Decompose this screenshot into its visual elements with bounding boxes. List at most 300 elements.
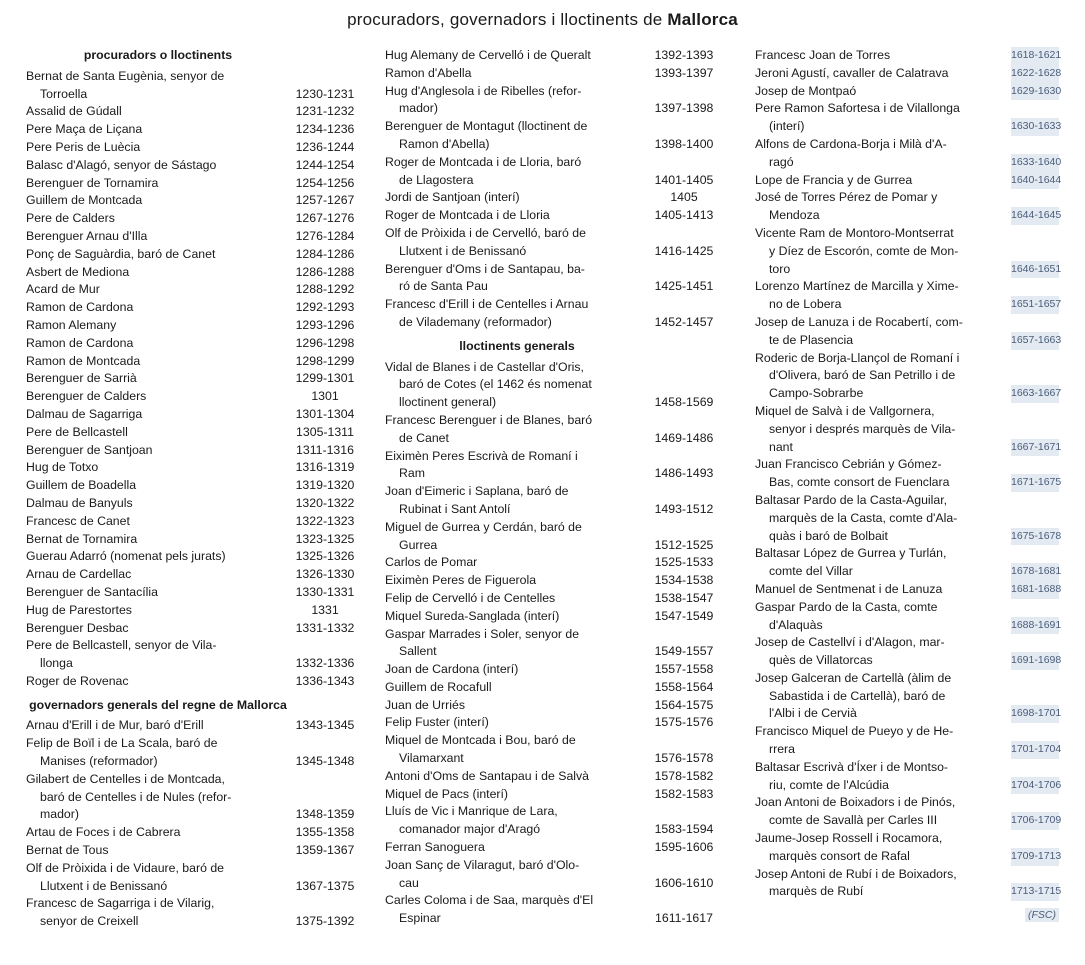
list-item — [385, 296, 719, 332]
entry-years: 1578-1582 — [654, 768, 714, 783]
list-item — [26, 637, 360, 673]
entry-name-line: Carlos de Pomar — [385, 555, 478, 570]
entry-name-line: toro — [769, 261, 791, 276]
list-item — [755, 189, 1062, 225]
entry-years: 1681-1688 — [1011, 581, 1059, 599]
entry-name — [26, 424, 290, 442]
entry-name-line: Eiximèn Peres Escrivà de Romaní i — [385, 448, 578, 463]
entry-name — [755, 492, 1011, 545]
list-item — [755, 670, 1062, 723]
entry-name-line: Vicente Ram de Montoro-Montserrat — [755, 225, 954, 240]
entry-name — [385, 47, 649, 65]
entry-name — [385, 786, 649, 804]
entry-name-line: Baltasar López de Gurrea y Turlán, — [755, 546, 947, 561]
entry-years: 1458-1569 — [654, 395, 714, 410]
entry-name-line: Asbert de Mediona — [26, 264, 130, 279]
list-item — [755, 599, 1062, 635]
list-item — [755, 350, 1062, 403]
entry-name — [26, 121, 290, 139]
entry-name-line: Artau de Foces i de Cabrera — [26, 825, 181, 840]
entry-name-line: Josep Antoni de Rubí i de Boixadors, — [755, 866, 957, 881]
entry-years: 1244-1254 — [295, 157, 355, 172]
list-item — [385, 154, 719, 190]
entry-name-line: Vilamarxant — [399, 751, 464, 766]
list-item — [26, 175, 360, 193]
list-item — [26, 335, 360, 353]
entry-name — [26, 246, 290, 264]
entry-name-line: Torroella — [40, 86, 88, 101]
list-item — [385, 892, 719, 928]
entry-years: 1557-1558 — [654, 662, 714, 677]
entry-name-line: y Díez de Escorón, comte de Mon- — [769, 243, 959, 258]
list-item — [385, 207, 719, 225]
list-item — [385, 189, 719, 207]
entry-years: 1332-1336 — [295, 656, 355, 671]
entry-name-line: Hug de Totxo — [26, 460, 99, 475]
entry-years: 1323-1325 — [295, 531, 355, 546]
entry-name — [26, 388, 290, 406]
entry-name-line: Dalmau de Banyuls — [26, 495, 133, 510]
list-item — [26, 620, 360, 638]
entry-name-line: Ramon d'Abella — [385, 65, 472, 80]
entry-name — [755, 189, 1011, 225]
entry-name — [26, 281, 290, 299]
entry-name — [755, 866, 1011, 902]
entry-name-line: Jaume-Josep Rossell i Rocamora, — [755, 831, 943, 846]
entry-years: 1319-1320 — [295, 478, 355, 493]
entry-years: 1298-1299 — [295, 353, 355, 368]
entry-years: 1343-1345 — [295, 718, 355, 733]
entry-years: 1698-1701 — [1011, 705, 1059, 723]
entry-name-line: Bernat de Tous — [26, 843, 109, 858]
entry-years: 1320-1322 — [295, 495, 355, 510]
entry-name-line: Sallent — [399, 644, 437, 659]
entry-name-line: Berenguer d'Oms i de Santapau, ba- — [385, 261, 585, 276]
list-item — [755, 545, 1062, 581]
entry-years: 1234-1236 — [295, 122, 355, 137]
list-item — [755, 759, 1062, 795]
entry-name — [755, 47, 1011, 65]
list-item — [385, 225, 719, 261]
entry-name-line: marquès consort de Rafal — [769, 848, 910, 863]
entry-years: 1254-1256 — [295, 175, 355, 190]
list-item — [385, 626, 719, 662]
entry-years: 1336-1343 — [295, 673, 355, 688]
entry-name — [26, 228, 290, 246]
entry-name-line: baró de Centelles i de Nules (refor- — [40, 789, 232, 804]
entry-years: 1576-1578 — [654, 751, 714, 766]
entry-name — [26, 735, 290, 771]
entry-name-line: Hug Alemany de Cervelló i de Queralt — [385, 48, 591, 62]
entry-years: 1359-1367 — [295, 843, 355, 858]
entry-years: 1691-1698 — [1011, 652, 1059, 670]
list-item — [26, 192, 360, 210]
column-1 — [26, 47, 360, 931]
list-item — [755, 830, 1062, 866]
entry-name-line: Ferran Sanoguera — [385, 840, 485, 855]
entry-name — [26, 673, 290, 691]
list-item — [755, 723, 1062, 759]
entry-years: 1663-1667 — [1011, 385, 1059, 403]
entry-name-line: llonga — [40, 656, 73, 671]
entry-name-line: senyor i després marquès de Vila- — [769, 421, 956, 436]
entry-name-line: Pere de Bellcastell — [26, 424, 128, 439]
entry-name-line: rrera — [769, 742, 795, 757]
entry-years: 1322-1323 — [295, 513, 355, 528]
entry-name-line: Francesc Berenguer i de Blanes, baró — [385, 412, 593, 427]
entry-name-line: Gaspar Marrades i Soler, senyor de — [385, 626, 580, 641]
entry-name-line: Arnau de Cardellac — [26, 567, 132, 582]
entry-name-line: d'Olivera, baró de San Petrillo i de — [769, 368, 956, 383]
entry-name-line: Ramon Alemany — [26, 317, 117, 332]
entry-years: 1486-1493 — [654, 466, 714, 481]
entry-name-line: Ramon de Montcada — [26, 353, 141, 368]
list-item — [755, 456, 1062, 492]
entry-name-line: Guerau Adarró (nomenat pels jurats) — [26, 549, 226, 564]
entry-years: 1633-1640 — [1011, 154, 1059, 172]
entry-name-line: Josep de Lanuza i de Rocabertí, com- — [755, 314, 963, 329]
entry-years: 1583-1594 — [654, 822, 714, 837]
entry-name — [26, 139, 290, 157]
entry-years: 1231-1232 — [295, 104, 355, 119]
list-item — [26, 103, 360, 121]
entry-name — [385, 572, 649, 590]
entry-years: 1564-1575 — [654, 697, 714, 712]
entry-name-line: Bernat de Santa Eugènia, senyor de — [26, 68, 225, 83]
list-item — [26, 477, 360, 495]
list-item — [26, 735, 360, 771]
entry-name-line: Joan Antoni de Boixadors i de Pinós, — [755, 795, 956, 810]
entry-name-line: Acard de Mur — [26, 282, 100, 297]
entry-name-line: Berenguer de Tornamira — [26, 175, 159, 190]
entry-years: 1701-1704 — [1011, 741, 1059, 759]
entry-years: 1547-1549 — [654, 608, 714, 623]
entry-name — [755, 599, 1011, 635]
entry-name-line: senyor de Creixell — [40, 914, 139, 929]
entry-name-line: mador) — [399, 101, 438, 116]
list-item — [385, 803, 719, 839]
entry-name-line: marquès de Rubí — [769, 884, 864, 899]
entry-years: 1630-1633 — [1011, 118, 1059, 136]
entry-years: 1375-1392 — [295, 914, 355, 929]
entry-name-line: Guillem de Montcada — [26, 193, 143, 208]
entry-years: 1393-1397 — [654, 65, 714, 80]
entry-name — [26, 459, 290, 477]
entry-years: 1293-1296 — [295, 317, 355, 332]
entry-years: 1713-1715 — [1011, 883, 1059, 901]
entry-name-line: Hug d'Anglesola i de Ribelles (refor- — [385, 83, 582, 98]
entry-name — [385, 83, 649, 119]
entry-name — [385, 65, 649, 83]
entry-years: 1629-1630 — [1011, 83, 1059, 101]
entry-years: 1452-1457 — [654, 314, 714, 329]
entry-name — [26, 566, 290, 584]
entry-years: 1355-1358 — [295, 825, 355, 840]
entry-name-line: te de Plasencia — [769, 332, 854, 347]
list-item — [385, 679, 719, 697]
entry-name-line: Berenguer de Santjoan — [26, 442, 153, 457]
entry-name-line: lloctinent general) — [399, 395, 497, 410]
entry-years: 1401-1405 — [654, 172, 714, 187]
entry-years: 1325-1326 — [295, 549, 355, 564]
entry-name — [26, 495, 290, 513]
entry-name — [26, 406, 290, 424]
entry-years: 1425-1451 — [654, 279, 714, 294]
entry-years: 1305-1311 — [296, 424, 354, 439]
entry-name-line: quès de Villatorcas — [769, 653, 873, 668]
entry-name-line: Guillem de Boadella — [26, 478, 137, 493]
entry-name-line: Miquel de Salvà i de Vallgornera, — [755, 403, 935, 418]
page-title-prefix: procuradors, governadors i lloctinents de — [347, 10, 663, 29]
entry-name — [26, 192, 290, 210]
entry-name-line: nant — [769, 439, 793, 454]
entry-name-line: Baltasar Escrivà d'Íxer i de Montso- — [755, 759, 949, 774]
list-item — [385, 697, 719, 715]
entry-years: 1405 — [670, 190, 698, 205]
entry-name-line: Baltasar Pardo de la Casta-Aguilar, — [755, 492, 948, 507]
entry-name-line: Roger de Montcada i de Lloria, baró — [385, 154, 582, 169]
entry-years: 1606-1610 — [654, 875, 714, 890]
list-item — [26, 228, 360, 246]
entry-name-line: comte del Villar — [769, 564, 853, 579]
entry-name-line: Lluís de Vic i Manrique de Lara, — [385, 804, 558, 819]
entry-name — [755, 278, 1011, 314]
entry-name — [26, 264, 290, 282]
entry-name-line: Arnau d'Erill i de Mur, baró d'Erill — [26, 718, 204, 733]
entry-name — [26, 860, 290, 896]
page-title-bold: Mallorca — [667, 10, 738, 29]
list-item — [26, 264, 360, 282]
list-item — [26, 121, 360, 139]
list-item — [755, 83, 1062, 101]
entry-name-line: Francesc de Sagarriga i de Vilarig, — [26, 896, 215, 911]
entry-name-line: Espinar — [399, 911, 441, 926]
list-item — [26, 771, 360, 824]
list-item — [26, 842, 360, 860]
list-item — [26, 388, 360, 406]
entry-name-line: Balasc d'Alagó, senyor de Sástago — [26, 157, 217, 172]
list-item — [755, 65, 1062, 83]
entry-name-line: Juan de Urriés — [385, 697, 465, 712]
entry-name-line: Dalmau de Sagarriga — [26, 406, 143, 421]
entry-years: 1236-1244 — [295, 139, 355, 154]
entry-name — [385, 154, 649, 190]
entry-name-line: Lope de Francia y de Gurrea — [755, 172, 913, 187]
list-item — [385, 608, 719, 626]
list-item — [26, 424, 360, 442]
entry-name — [385, 412, 649, 448]
entry-name-line: Francesc de Canet — [26, 513, 130, 528]
column-2 — [385, 47, 719, 928]
entry-name — [755, 350, 1011, 403]
entry-name — [385, 483, 649, 519]
entry-name-line: Antoni d'Oms de Santapau i de Salvà — [385, 768, 590, 783]
list-item — [755, 100, 1062, 136]
list-item — [385, 261, 719, 297]
list-item — [385, 786, 719, 804]
entry-name-line: Joan d'Eimeric i Saplana, baró de — [385, 484, 569, 499]
entry-name — [26, 442, 290, 460]
entry-name-line: Llutxent i de Benissanó — [399, 243, 527, 258]
entry-years: 1646-1651 — [1011, 261, 1059, 279]
entry-name — [385, 118, 649, 154]
entry-years: 1397-1398 — [654, 101, 714, 116]
entry-years: 1525-1533 — [654, 555, 714, 570]
list-item — [755, 172, 1062, 190]
entry-years: 1345-1348 — [295, 754, 355, 769]
entry-name-line: de Vilademany (reformador) — [399, 314, 552, 329]
entry-name-line: Miquel Sureda-Sanglada (interí) — [385, 608, 560, 623]
entry-name-line: Vidal de Blanes i de Castellar d'Oris, — [385, 359, 584, 374]
entry-name-line: Joan de Cardona (interí) — [385, 662, 519, 677]
section-heading: procuradors o lloctinents — [83, 48, 233, 62]
entry-years: 1706-1709 — [1011, 812, 1059, 830]
entry-name-line: Berenguer de Montagut (lloctinent de — [385, 119, 588, 134]
entry-name-line: l'Albi i de Cervià — [769, 706, 857, 721]
entry-years: 1230-1231 — [295, 86, 355, 101]
list-item — [755, 47, 1062, 65]
entry-name — [385, 892, 649, 928]
entry-name-line: riu, comte de l'Alcúdia — [769, 777, 889, 792]
list-item — [385, 661, 719, 679]
entry-years: 1331 — [311, 602, 339, 617]
entry-years: 1688-1691 — [1011, 617, 1059, 635]
entry-name — [26, 842, 290, 860]
entry-name — [26, 353, 290, 371]
entry-years: 1558-1564 — [654, 679, 714, 694]
entry-name-line: Olf de Pròixida i de Cervelló, baró de — [385, 225, 586, 240]
entry-years: 1330-1331 — [295, 584, 355, 599]
entry-years: 1644-1645 — [1011, 207, 1059, 225]
entry-name-line: (interí) — [769, 119, 805, 134]
list-item — [26, 370, 360, 388]
entry-years: 1267-1276 — [295, 211, 355, 226]
entry-years: 1704-1706 — [1011, 777, 1059, 795]
entry-name — [26, 370, 290, 388]
entry-years: 1301 — [311, 389, 339, 404]
entry-name-line: Berenguer Desbac — [26, 620, 129, 635]
list-item — [385, 839, 719, 857]
entry-name-line: Pere Peris de Luècia — [26, 139, 141, 154]
author-signature — [755, 907, 1059, 925]
list-item — [26, 566, 360, 584]
entry-name-line: Pere Maça de Liçana — [26, 122, 143, 137]
entry-name-line: Lorenzo Martínez de Marcilla y Xime- — [755, 279, 959, 294]
entry-years: 1286-1288 — [295, 264, 355, 279]
entry-years: 1618-1621 — [1011, 47, 1059, 65]
entry-name — [755, 670, 1011, 723]
entry-name-line: Miguel de Gurrea y Cerdán, baró de — [385, 519, 582, 534]
entry-name-line: Pere Ramon Safortesa i de Vilallonga — [755, 101, 960, 116]
entry-name — [755, 403, 1011, 456]
list-item — [26, 531, 360, 549]
list-item — [26, 406, 360, 424]
list-item — [755, 866, 1062, 902]
entry-name-line: Assalid de Gúdall — [26, 104, 122, 119]
entry-years: 1292-1293 — [295, 300, 355, 315]
entry-name — [385, 697, 649, 715]
entry-years: 1640-1644 — [1011, 172, 1059, 190]
list-item — [26, 157, 360, 175]
entry-name — [26, 637, 290, 673]
entry-name-line: mador) — [40, 807, 79, 822]
list-item — [26, 210, 360, 228]
list-item — [755, 492, 1062, 545]
entry-years: 1538-1547 — [654, 590, 714, 605]
entry-name — [755, 634, 1011, 670]
entry-years: 1392-1393 — [654, 48, 714, 62]
entry-years: 1622-1628 — [1011, 65, 1059, 83]
entry-name-line: Francisco Miquel de Pueyo y de He- — [755, 724, 954, 739]
entry-name — [385, 448, 649, 484]
list-item — [26, 299, 360, 317]
list-item — [755, 136, 1062, 172]
entry-years: 1534-1538 — [654, 573, 714, 588]
list-item — [26, 602, 360, 620]
list-item — [26, 895, 360, 931]
entry-name-line: Hug de Parestortes — [26, 602, 132, 617]
entry-years: 1284-1286 — [295, 246, 355, 261]
entry-name-line: de Llagostera — [399, 172, 474, 187]
entry-years: 1326-1330 — [295, 567, 355, 582]
entry-name — [755, 759, 1011, 795]
entry-name-line: Roderic de Borja-Llançol de Romaní i — [755, 350, 960, 365]
entry-name — [385, 679, 649, 697]
entry-name — [385, 857, 649, 893]
entry-name — [385, 189, 649, 207]
entry-years: 1348-1359 — [295, 807, 355, 822]
entry-name-line: ragó — [769, 154, 794, 169]
entry-name-line: Mendoza — [769, 208, 820, 223]
entry-years: 1311-1316 — [296, 442, 354, 457]
entry-years: 1316-1319 — [295, 460, 355, 475]
entry-name-line: Llutxent i de Benissanó — [40, 878, 168, 893]
entry-name-line: Rubinat i Sant Antolí — [399, 501, 511, 516]
entry-name-line: Berenguer de Calders — [26, 389, 147, 404]
entry-name-line: Campo-Sobrarbe — [769, 386, 864, 401]
entry-name-line: cau — [399, 875, 419, 890]
entry-name — [26, 513, 290, 531]
list-item — [385, 857, 719, 893]
list-item — [385, 572, 719, 590]
list-item — [26, 673, 360, 691]
entry-name-line: Guillem de Rocafull — [385, 679, 492, 694]
entry-name — [26, 717, 290, 735]
entry-name — [26, 620, 290, 638]
entry-name — [26, 531, 290, 549]
entry-name — [755, 65, 1011, 83]
entry-name — [385, 608, 649, 626]
list-item — [755, 278, 1062, 314]
list-item — [385, 359, 719, 412]
column-3 — [755, 47, 1062, 925]
list-item — [26, 68, 360, 104]
entry-name — [26, 299, 290, 317]
entry-name — [26, 548, 290, 566]
entry-name — [26, 317, 290, 335]
entry-name-line: ró de Santa Pau — [399, 279, 488, 294]
list-item — [26, 459, 360, 477]
entry-name-line: Francesc Joan de Torres — [755, 48, 891, 62]
entry-name — [385, 714, 649, 732]
list-item — [26, 513, 360, 531]
entry-name-line: Olf de Pròixida i de Vidaure, baró de — [26, 860, 225, 875]
entry-name — [385, 207, 649, 225]
list-item — [26, 495, 360, 513]
entry-years: 1276-1284 — [295, 228, 355, 243]
entry-years: 1398-1400 — [654, 136, 714, 151]
entry-name — [385, 626, 649, 662]
